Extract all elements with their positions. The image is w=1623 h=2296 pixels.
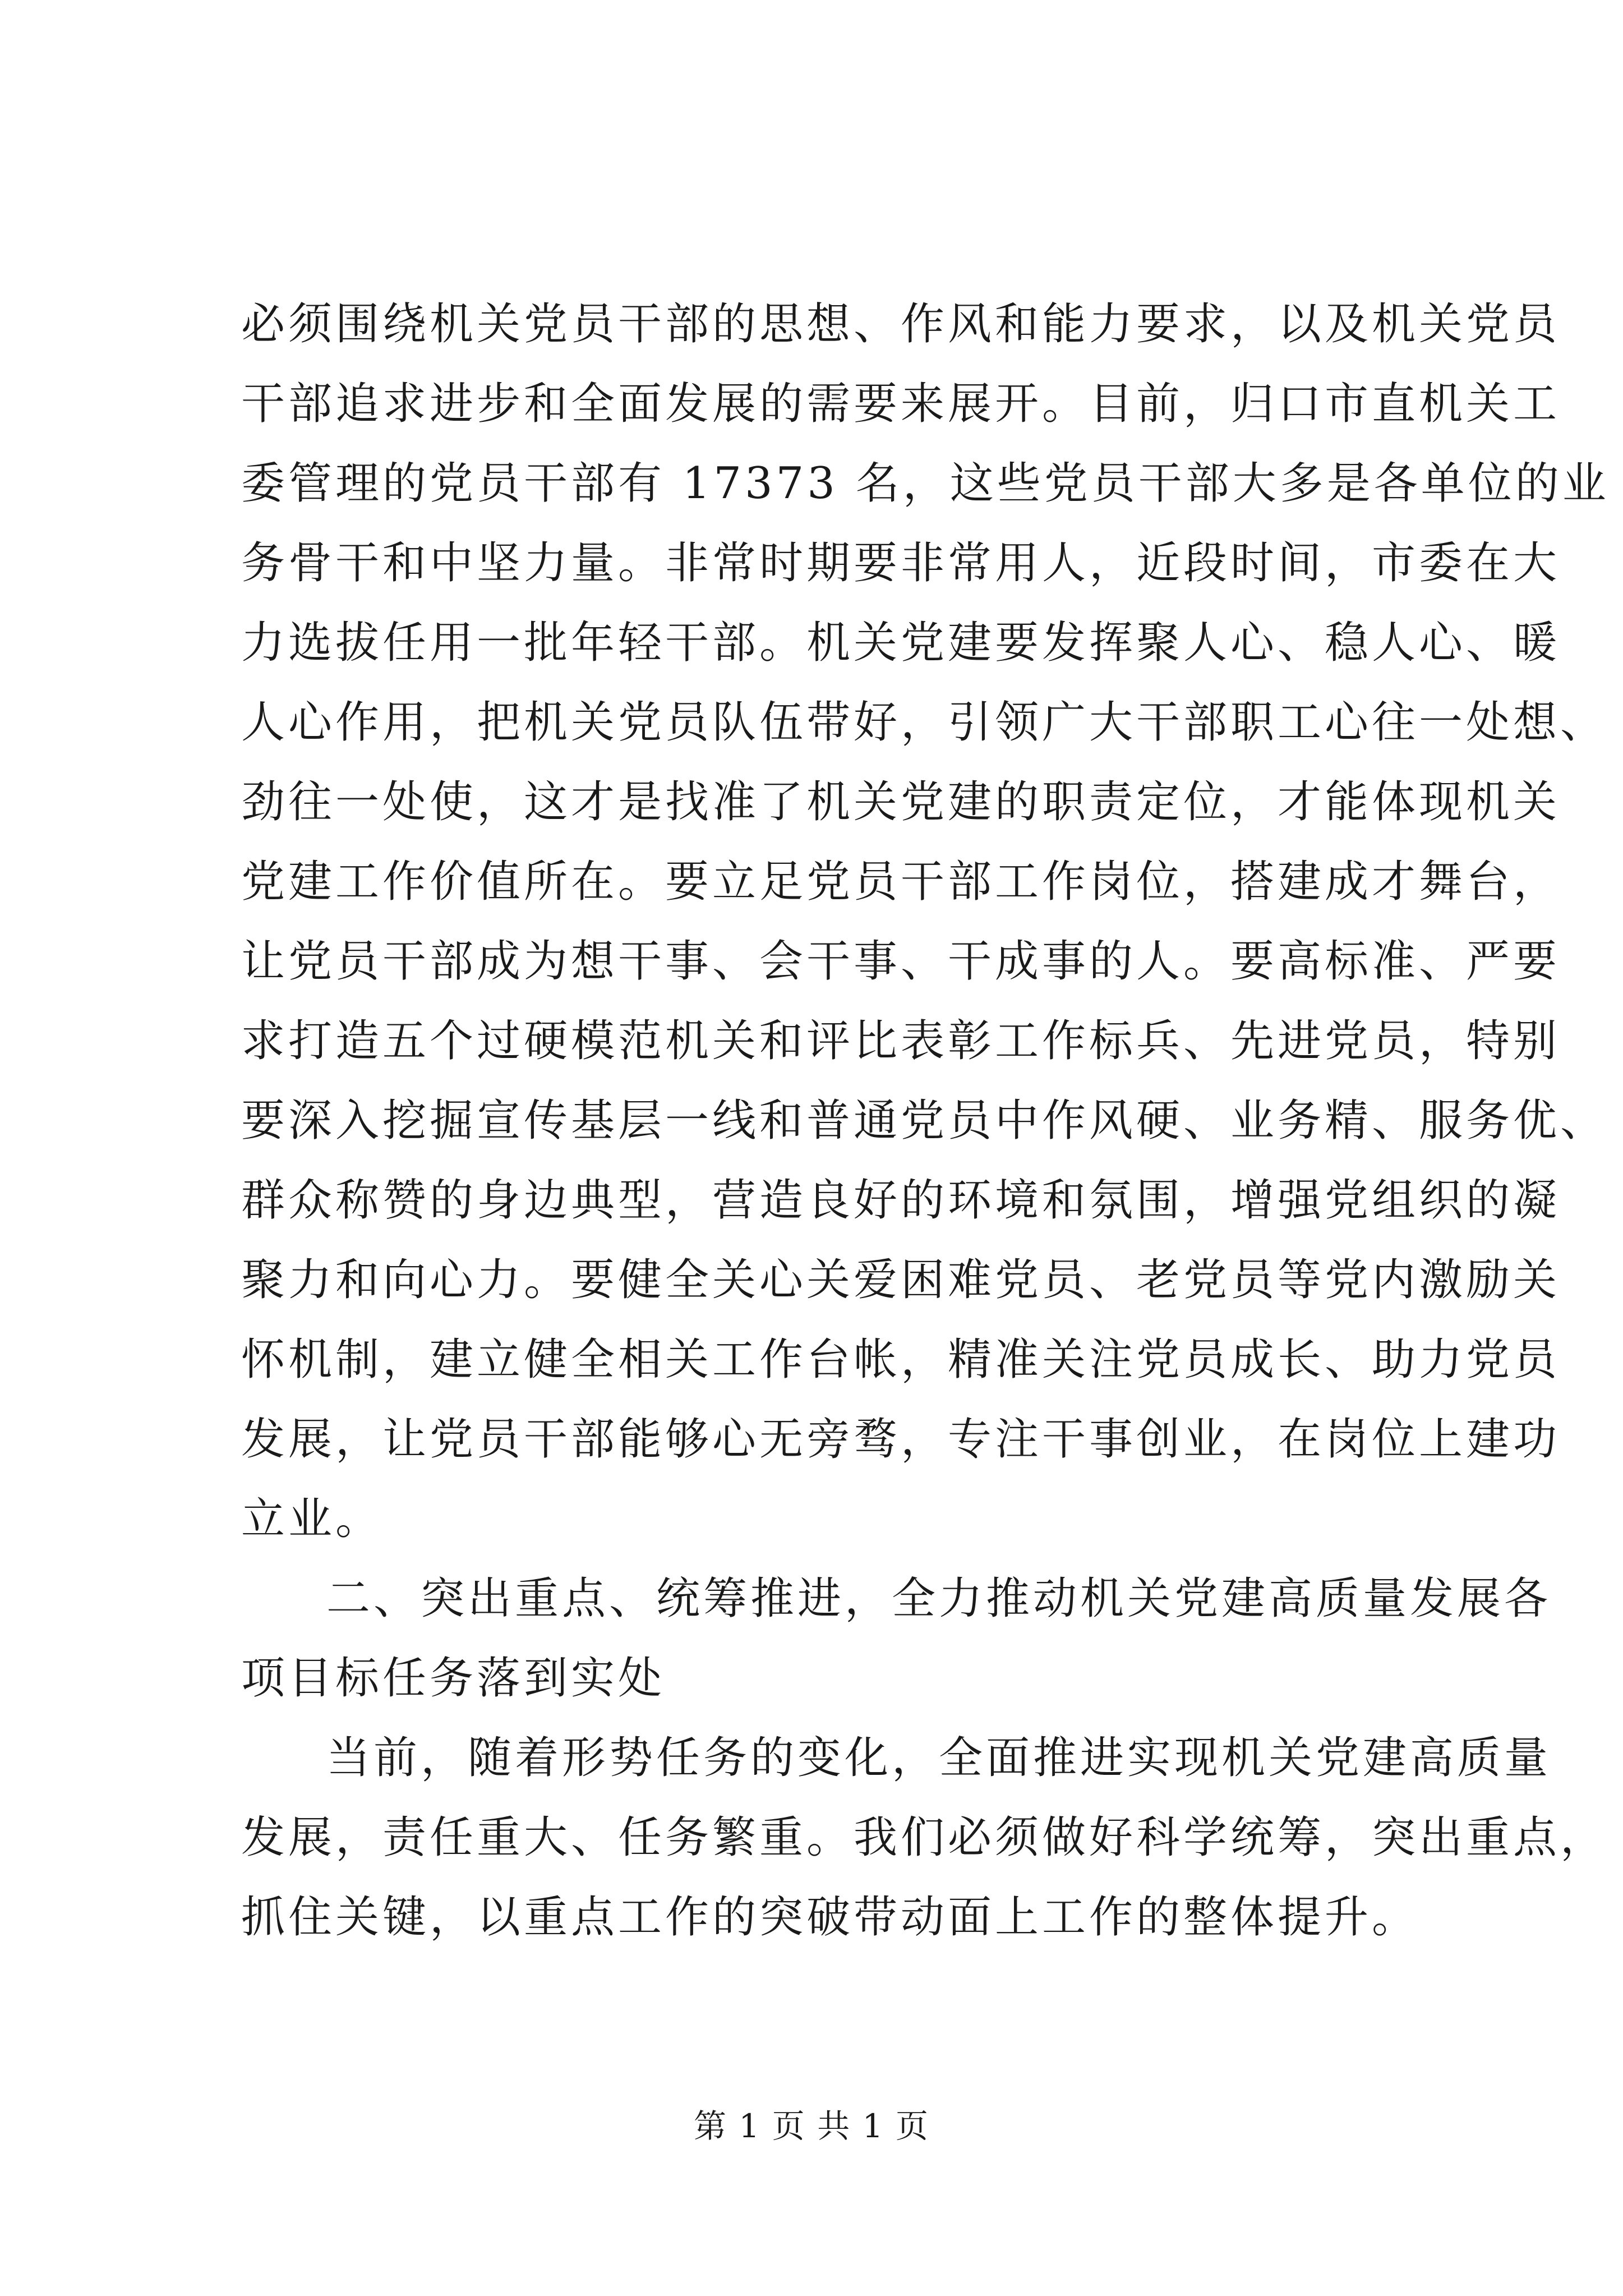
- text-line: 怀机制，建立健全相关工作台帐，精准关注党员成长、助力党员: [241, 1335, 1561, 1385]
- text-line: 委管理的党员干部有 17373 名，这些党员干部大多是各单位的业: [241, 458, 1610, 509]
- text-line: 干部追求进步和全面发展的需要来展开。目前，归口市直机关工: [241, 379, 1561, 429]
- text-line: 发展，让党员干部能够心无旁骛，专注干事创业，在岗位上建功: [241, 1414, 1561, 1465]
- text-line: 必须围绕机关党员干部的思想、作风和能力要求，以及机关党员: [241, 299, 1561, 349]
- section-heading: 项目标任务落到实处: [241, 1653, 666, 1704]
- text-line: 要深入挖掘宣传基层一线和普通党员中作风硬、业务精、服务优、: [241, 1096, 1608, 1146]
- text-line: 让党员干部成为想干事、会干事、干成事的人。要高标准、严要: [241, 936, 1561, 987]
- text-line: 劲往一处使，这才是找准了机关党建的职责定位，才能体现机关: [241, 777, 1561, 827]
- text-line: 当前，随着形势任务的变化，全面推进实现机关党建高质量: [326, 1733, 1552, 1783]
- text-line: 求打造五个过硬模范机关和评比表彰工作标兵、先进党员，特别: [241, 1016, 1561, 1066]
- text-line: 务骨干和中坚力量。非常时期要非常用人，近段时间，市委在大: [241, 538, 1561, 588]
- text-line: 党建工作价值所在。要立足党员干部工作岗位，搭建成才舞台，: [241, 857, 1561, 907]
- text-line: 发展，责任重大、任务繁重。我们必须做好科学统筹，突出重点，: [241, 1812, 1608, 1863]
- section-heading: 二、突出重点、统筹推进，全力推动机关党建高质量发展各: [326, 1573, 1552, 1624]
- text-line: 力选拔任用一批年轻干部。机关党建要发挥聚人心、稳人心、暖: [241, 618, 1561, 668]
- text-line: 抓住关键，以重点工作的突破带动面上工作的整体提升。: [241, 1892, 1419, 1943]
- text-line: 聚力和向心力。要健全关心关爱困难党员、老党员等党内激励关: [241, 1255, 1561, 1305]
- text-line: 群众称赞的身边典型，营造良好的环境和氛围，增强党组织的凝: [241, 1175, 1561, 1226]
- page-number: 第 1 页 共 1 页: [694, 2107, 929, 2145]
- text-line: 人心作用，把机关党员队伍带好，引领广大干部职工心往一处想、: [241, 697, 1608, 748]
- text-line: 立业。: [241, 1494, 383, 1544]
